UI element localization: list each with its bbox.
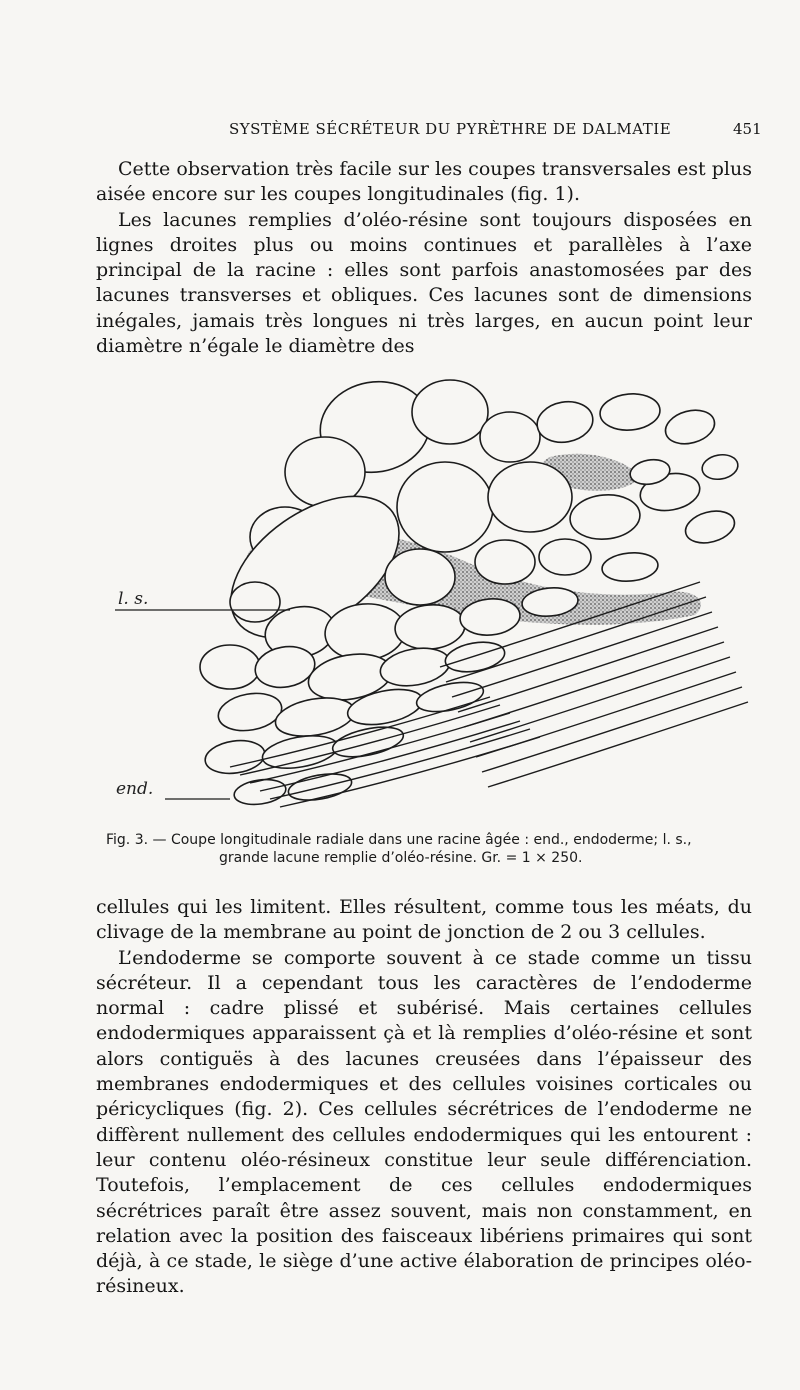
plant-cell [700,452,740,482]
paragraph: L’endoderme se comporte souvent à ce stade comme un tissu sécréteur. Il a cependant tous les caractères de l’endoderme normal : cadre plissé et subérisé. Mais certaines cellules endodermiques apparaissent çà et là remplies d’oléo-résine et sont alors contiguës à des lacunes creusées dans l’épaisseur des membranes endodermiques et des cellules voisines corticales ou péricycliques (fig. 2). Ces cellules sécrétrices de l’endoderme ne diffèrent nullement des cellules endodermiques qui les entourent : leur contenu oléo-résineux constitue leur seule différenciation. Toutefois, l’emplacement de ces cellules endodermiques sécrétrices paraît être assez souvent, mais non constamment, en relation avec la position des faisceaux libériens primaires qui sont déjà, à ce stade, le siège d’une active élaboration de principes oléo-résineux. [96,946,752,1298]
plant-cell [385,549,455,605]
paragraph: Les lacunes remplies d’oléo-résine sont toujours disposées en lignes droites plus ou moins continues et parallèles à l’axe principal de la racine : elles sont parfois anastomosées par des lacunes transverses et obliques. Ces lacunes sont de dimensions inégales, jamais très longues ni très larges, en aucun point leur diamètre n’égale le diamètre des [96,208,752,358]
plant-cell [488,462,572,532]
plant-cell [260,731,340,774]
plant-cell [397,462,493,552]
plant-cell [662,405,719,449]
plant-cell [475,540,535,584]
plant-cell [412,380,488,444]
paragraph: Cette observation très facile sur les coupes transversales est plus aisée encore sur les coupes longitudinales (fig. 1). [96,158,752,206]
running-title: SYSTÈME SÉCRÉTEUR DU PYRÈTHRE DE DALMATIE [229,120,672,138]
elongated-cell-wall [458,627,718,712]
body-text-top [96,157,752,359]
label-ls: l. s. [118,589,149,609]
figure-cell-section [110,367,760,825]
plant-cell [568,492,642,542]
paragraph: cellules qui les limitent. Elles résultent, comme tous les méats, du clivage de la membrane au point de jonction de 2 ou 3 cellules. [96,896,752,944]
elongated-cell-wall [482,687,742,772]
elongated-cell-wall [470,657,730,742]
plant-cell [480,412,540,462]
plant-cell [230,582,280,622]
plant-cell [215,689,284,736]
cell-drawing [110,367,760,825]
page-header [0,120,800,144]
caption-line-2: grande lacune remplie d’oléo-résine. Gr. = 1 × 250. [219,850,583,866]
plant-cell [682,506,738,548]
plant-cell [534,397,596,446]
figure-caption [106,831,766,867]
plant-cell [599,391,662,432]
plant-cell [443,638,507,676]
label-end: end. [116,779,154,799]
plant-cell [200,645,260,689]
plant-cell [601,551,659,584]
plant-cell [330,722,406,762]
body-text-bottom [96,895,752,1300]
page-number: 451 [733,120,762,138]
caption-line-1: Fig. 3. — Coupe longitudinale radiale dans une racine âgée : end., endoderme; l. s., [106,832,692,848]
plant-cell [539,539,591,575]
elongated-cell-wall [488,702,748,787]
